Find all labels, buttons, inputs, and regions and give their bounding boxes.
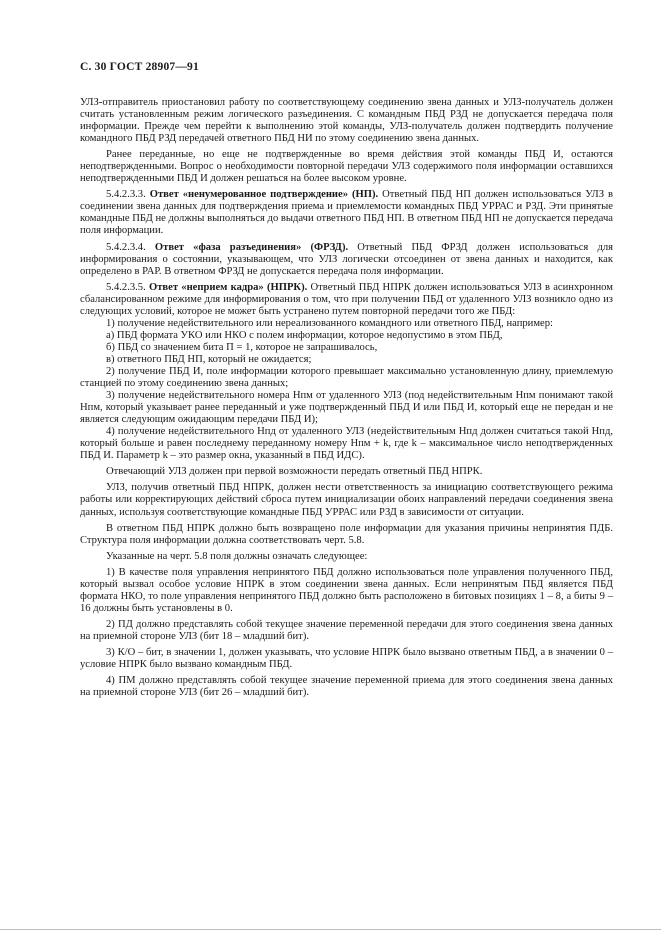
- paragraph: Отвечающий УЛЗ должен при первой возможности передать ответный ПБД НПРК.: [106, 466, 483, 478]
- paragraph: Указанные на черт. 5.8 поля должны означать следующее:: [106, 550, 368, 562]
- section-5-4-2-3-3: [80, 189, 613, 237]
- section-5-4-2-3-5: [80, 282, 613, 318]
- list-item: 1) В качестве поля управления непринятого ПБД должно использоваться поле управления полученного ПБД, который вызвал особое условие НПРК в этом соединении звена данных. Если непринятым ПБД является ПБД формата НКО, то поле управления непринятого ПБД должно быть расположено в битовых позициях 1 – 8, а биты 9 – 16 должны быть установлены в 0.: [80, 566, 613, 614]
- section-text: Ответный ПБД ФРЗД должен использоваться для информирования о состоянии, указывающем, что УЛЗ логически отсоединен от звена данных и находится, как определено в РАР. В ответном ФРЗД не допускается передача поля информации.: [80, 241, 613, 277]
- section-text: Ответный ПБД НПРК должен использоваться УЛЗ в асинхронном сбалансированном режиме для информирования о том, что при получении ПБД от удаленного УЛЗ возникло одно из следующих условий, которое не может быть устранено путем повторной передачи того же ПБД:: [80, 281, 613, 317]
- section-heading: Ответ «фаза разъединения» (ФРЗД).: [154, 241, 349, 253]
- page-edge-divider: [0, 929, 661, 930]
- page-header: С. 30 ГОСТ 28907—91: [80, 61, 199, 73]
- section-heading: Ответ «ненумерованное подтверждение» (НП).: [149, 189, 379, 201]
- list-item: 3) К/О – бит, в значении 1, должен указывать, что условие НПРК было вызвано ответным ПБД, а в значении 0 – условие НПРК было вызвано командным ПБД.: [80, 646, 613, 671]
- paragraph: УЛЗ, получив ответный ПБД НПРК, должен нести ответственность за инициацию соответствующего режима работы или корректирующих действий сброса путем инициализации обоих направлений передачи соединения звена данных, используя соответствующие командные ПБД УРРАС или РЗД в зависимости от ситуации.: [80, 482, 613, 518]
- list-item: 3) получение недействительного номера Нпм от удаленного УЛЗ (под недействительным Нпм понимают такой Нпм, который указывает ранее переданный и уже подтвержденный ПБД И или ПБД И, который еще не передан и не является следующим ожидающим передачи ПБД И);: [80, 390, 613, 426]
- list-item: б) ПБД со значением бита П = 1, которое не запрашивалось,: [106, 341, 378, 353]
- document-body: [80, 97, 613, 699]
- paragraph: В ответном ПБД НПРК должно быть возвращено поле информации для указания причины непринятия ПДБ. Структура поля информации должна соответствовать черт. 5.8.: [80, 522, 613, 546]
- section-text: Ответный ПБД НП должен использоваться УЛЗ в соединении звена данных для подтверждения приема и приемлемости командных ПБД УРРАС и РЗД. Эти принятые командные ПБД не должны выполняться до выдачи ответного ПБД НП. В ответном ПБД НП не допускается передача поля информации.: [80, 189, 613, 237]
- section-5-4-2-3-4: [80, 242, 613, 278]
- list-item: в) ответного ПБД НП, который не ожидается;: [106, 353, 312, 365]
- list-item: 2) получение ПБД И, поле информации которого превышает максимально установленную длину, приемлемую станцией по этому соединению звена данных;: [80, 365, 613, 390]
- list-item: 4) ПМ должно представлять собой текущее значение переменной приема для этого соединения звена данных на приемной стороне УЛЗ (бит 26 – младший бит).: [80, 675, 613, 699]
- list-item: 4) получение недействительного Нпд от удаленного УЛЗ (недействительным Нпд должен считаться такой Нпд, который больше и равен последнему переданному номеру Нпм + k, где k – максимальное число неподтвержденных ПБД И. Параметр k – это размер окна, указанный в ПБД ИДС).: [80, 426, 613, 462]
- section-heading: Ответ «неприем кадра» (НПРК).: [148, 281, 308, 293]
- list-item: 2) ПД должно представлять собой текущее значение переменной передачи для этого соединения звена данных на приемной стороне УЛЗ (бит 18 – младший бит).: [80, 618, 613, 642]
- list-item: 1) получение недействительного или нереализованного командного или ответного ПБД, например:: [106, 317, 553, 329]
- paragraph: УЛЗ-отправитель приостановил работу по соответствующему соединению звена данных и УЛЗ-получатель должен считать установленным режим логического разъединения. С командным ПБД РЗД не допускается передача поля информации. Прежде чем перейти к выполнению этой команды, УЛЗ-получатель должен подтвердить получение командного ПБД РЗД передачей ответного ПБД НИ по этому соединению звена данных.: [80, 97, 613, 145]
- section-number: 5.4.2.3.4.: [106, 241, 146, 253]
- section-number: 5.4.2.3.5.: [106, 281, 146, 293]
- list-item: а) ПБД формата УКО или НКО с полем информации, которое недопустимо в этом ПБД,: [106, 329, 503, 341]
- paragraph: Ранее переданные, но еще не подтвержденные во время действия этой команды ПБД И, остаются неподтвержденными. Вопрос о необходимости повторной передачи УЛЗ содержимого поля информации оставшихся неподтвержденными ПБД И должен решаться на более высоком уровне.: [80, 149, 613, 185]
- section-number: 5.4.2.3.3.: [106, 189, 146, 201]
